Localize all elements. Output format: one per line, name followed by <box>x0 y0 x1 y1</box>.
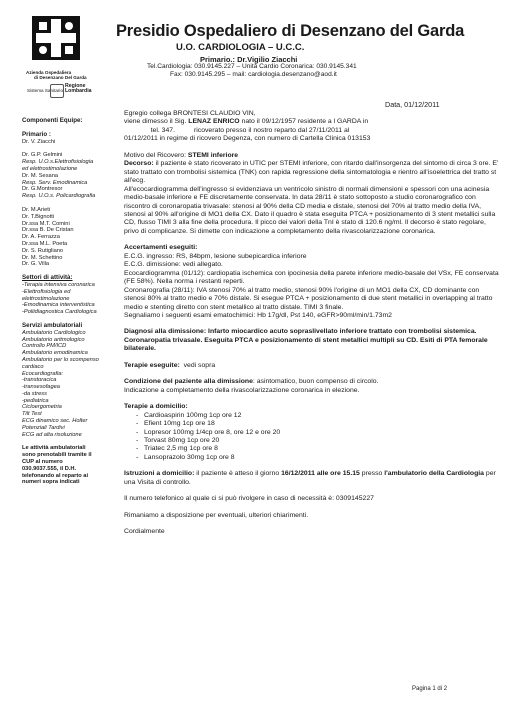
condizione-line-2: Indicazione a completamento della rivascolarizzazione coronarica in elezione. <box>124 386 360 394</box>
closing-salutation: Cordialmente <box>124 528 165 536</box>
settore-item: -Terapia intensiva coronarica <box>22 281 95 288</box>
logo-caption: Azienda Ospedaliera di Desenzano Del Garda <box>26 70 87 80</box>
staff-line: ed elettrostimolazione <box>22 165 78 172</box>
home-therapy-list <box>144 412 502 463</box>
servizio-item: Ambulatorio aritmologico <box>22 336 85 343</box>
regione-lombardia-icon <box>50 84 64 98</box>
servizio-item: -transtoracica <box>22 377 57 384</box>
cup-note-line: sono prenotabili tramite il <box>22 452 92 459</box>
istruzioni-domicilio: Istruzioni a domicilio: il paziente è atteso il giorno 16/12/2011 alle ore 15.15 presso l'ambulatorio della Cardiologia per una Visita di controllo. <box>124 470 496 486</box>
accertamento-item: Ecocardiogramma (01/12): cardiopatia ischemica con ipocinesia della parete inferiore medio-basale del VSx, FE conservata (FE 58%). Nella norma i restanti reperti. <box>124 269 499 286</box>
eco-paragraph: All'ecocardiogramma dell'ingresso si evidenziava un ventricolo sinistro di normali dimensioni e spessori con una acinesia medio-basale inferiore e FE discretamente conservata. In data 28/11 è stato sottoposto a studio coronarografico con riscontro di coronaropatia trivasale: stenosi al 90% della CD media e distale, stenosi del 70% al tratto medio della IVA, stenosi al 90% all'origine di MO1 della CX. Dato il quadro è stata eseguita PTCA + posizionamento di 3 stent metallici sulla CD, flusso TIMI 3 alla fine della procedura. Il picco dei valori della TnI è stato di 120.6 ng/ml. Il decorso è stato regolare, privo di complicanze. Si dimette con indicazione a completamento della rivascolarizzazione coronarica. <box>124 185 496 235</box>
regione-lombardia-label: Regione Lombardia <box>65 83 92 95</box>
settori-title: Settori di attività: <box>22 274 73 282</box>
staff-line: Dr. G.Montresor <box>22 186 63 193</box>
motivo-ricovero: Motivo del Ricovero: STEMI inferiore <box>124 151 239 159</box>
therapy-item: - Triatec 2,5 mg 1cp ore 8 <box>144 445 502 453</box>
servizio-item: Tilt Test <box>22 411 42 418</box>
staff-line: Dr. T.Bignotti <box>22 213 55 220</box>
servizio-item: cardiaco <box>22 363 44 370</box>
servizio-item: Ecocardiografia: <box>22 370 64 377</box>
servizio-item: Ambulatorio emodinamica <box>22 350 88 357</box>
staff-line: Dr.ssa M.T. Comini <box>22 220 70 227</box>
cup-note-line: telefonando al reparto ai <box>22 472 89 479</box>
intro-line: tel. 347. ricoverato presso il nostro reparto dal 27/11/2011 al <box>124 126 350 134</box>
condizione-dimissione: Condizione del paziente alla dimissione: asintomatico, buon compenso di circolo. <box>124 378 379 386</box>
accertamento-item: E.C.G. ingresso: RS, 84bpm, lesione subepicardica inferiore <box>124 252 307 260</box>
intro-line: viene dimesso il Sig. LENAZ ENRICO nato il 09/12/1957 residente a l GARDA in <box>124 118 369 126</box>
servizio-item: Potenziali Tardivi <box>22 424 65 431</box>
settore-item: -Emodinamica interventistica <box>22 302 95 309</box>
unit-name: U.O. CARDIOLOGIA – U.C.C. <box>176 42 305 53</box>
staff-line: Dr. M. Schettino <box>22 254 63 261</box>
staff-line: Dr. S. Rutigliano <box>22 247 64 254</box>
servizio-item: -da stress <box>22 390 47 397</box>
settore-item: -Elettrofisiologia ed <box>22 288 71 295</box>
decorso: Decorso: il paziente è stato ricoverato in UTIC per STEMI inferiore, con ritardo dall'insorgenza del sintomo di circa 3 ore. E' stato trattato con trombolisi sistemica (TNK) con rapida regressione della sintomatologia e rientro all'isoelettrica del tratto st all'ecg. <box>124 160 499 185</box>
therapy-item: - Cardioaspirin 100mg 1cp ore 12 <box>144 412 502 420</box>
phone-line: Il numero telefonico al quale ci si può rivolgere in caso di necessità è: 0309145227 <box>124 495 374 503</box>
cup-note-line: Le attività ambulatoriali <box>22 445 86 452</box>
staff-sidebar <box>22 118 110 486</box>
staff-line: Dr. G. Villa <box>22 261 50 268</box>
cup-note-line: CUP al numero <box>22 459 63 466</box>
intro-line: 01/12/2011 in regime di ricovero Degenza, con numero di Cartella Clinica 013153 <box>124 135 371 143</box>
closing-line: Rimaniamo a disposizione per eventuali, ulteriori chiarimenti. <box>124 511 309 519</box>
staff-line: Dr.ssa M.L. Poeta <box>22 240 68 247</box>
staff-line: Dr. M. Sesana <box>22 172 59 179</box>
servizio-item: Controllo PM/ICD <box>22 343 67 350</box>
intro-line: Egregio collega BRONTESI CLAUDIO VIN, <box>124 110 256 117</box>
settore-item: elettrostimolazione <box>22 295 70 302</box>
servizio-item: Ambulatorio per lo scompenso <box>22 356 99 363</box>
head-physician: Primario.: Dr.Vigilio Ziacchi <box>200 55 298 64</box>
accertamento-item: E.C.G. dimissione: vedi allegato. <box>124 261 223 269</box>
hospital-logo-icon <box>30 14 82 62</box>
telephone-line: Tel.Cardiologia: 030.9145.227 – Unità Cardio Coronarica: 030.9145.341 <box>147 63 357 70</box>
patient-name: LENAZ ENRICO <box>188 118 240 126</box>
sistema-sanitario-label: Sistema Sanitario <box>27 88 64 93</box>
accertamento-item: Segnaliamo i seguenti esami ematochimici: Hb 17g/dl, Pst 140, eGFR>90ml/min/1.73m2 <box>124 311 392 319</box>
accertamenti-title: Accertamenti eseguiti: <box>124 244 198 252</box>
primario-name: Dr. V. Ziacchi <box>22 138 56 145</box>
servizio-item: ECG ad alta risoluzione <box>22 431 82 438</box>
servizio-item: ECG dinamico sec. Holter <box>22 418 88 425</box>
sidebar-title: Componenti Equipe: <box>22 117 83 124</box>
staff-line: Resp. U.O.s.Elettrofisiologia <box>22 159 94 166</box>
diagnosi: Diagnosi alla dimissione: Infarto miocardico acuto sopraslivellato inferiore trattato con trombolisi sistemica. Coronaropatia trivasale. Eseguita PTCA e posizionamento di stent metallici multipli su CD. Esiti di PTA femorale bilaterale. <box>124 328 488 353</box>
staff-line: Dr.ssa B. De Cristan <box>22 227 74 234</box>
servizio-item: -pediatrica <box>22 397 49 404</box>
hospital-name: Presidio Ospedaliero di Desenzano del Garda <box>116 22 465 40</box>
terapie-eseguite: Terapie eseguite: vedi sopra <box>124 361 216 369</box>
servizio-item: Ambulatorio Cardiologico <box>22 329 86 336</box>
page-number: Pagina 1 di 2 <box>412 686 448 692</box>
domicilio-title: Terapie a domicilio: <box>124 403 188 411</box>
settore-item: -Poliidiagnostica Cardiologica <box>22 309 97 316</box>
accertamento-item: Coronarografia (28/11): IVA stenosi 70% al tratto medio, stenosi 90% l'origine di un MO1 della CX, CD dominante con stenosi 80% al tratto medio e 70% distale. Si esegue PTCA + posizionamento di due stent metallici in overlapping al tratto medio e stenting diretto con stent metallico al tratto distale. TIMI 3 finale. <box>124 286 493 311</box>
servizi-title: Servizi ambulatoriali <box>22 321 83 329</box>
therapy-item: - Lopresor 100mg 1/4cp ore 8, ore 12 e ore 20 <box>144 429 502 437</box>
staff-line: Dr. G.P. Gelmini <box>22 152 63 159</box>
letter-body <box>124 110 502 537</box>
therapy-item: - Lansoprazolo 30mg 1cp ore 8 <box>144 454 502 462</box>
letter-date: Data, 01/12/2011 <box>385 100 440 109</box>
staff-line: Resp. U.O.s. Policardiografia <box>22 193 96 200</box>
primario-label: Primario : <box>22 130 51 138</box>
servizio-item: Cicloergometria <box>22 404 62 411</box>
fax-mail-line: Fax: 030.9145.295 – mail: cardiologia.desenzano@aod.it <box>170 71 337 78</box>
servizio-item: -transesofagea <box>22 384 60 391</box>
cup-note-line: 030.9037.555, il D.H. <box>22 465 77 472</box>
cup-note-line: numeri sopra indicati <box>22 479 80 486</box>
staff-line: Resp. Serv. Emodinamica <box>22 179 88 186</box>
therapy-item: - Efient 10mg 1cp ore 18 <box>144 420 502 428</box>
staff-line: Dr. M.Arieti <box>22 206 51 213</box>
staff-line: Dr. A. Ferrazza <box>22 234 60 241</box>
therapy-item: - Torvast 80mg 1cp ore 20 <box>144 437 502 445</box>
